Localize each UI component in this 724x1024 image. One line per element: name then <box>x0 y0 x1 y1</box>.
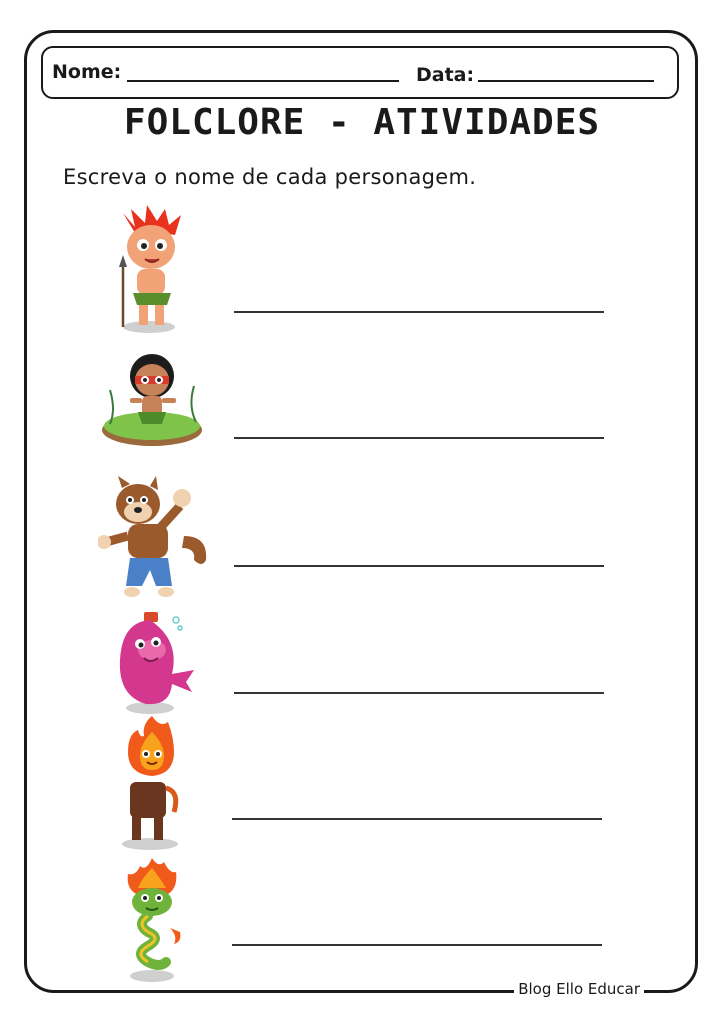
name-label: Nome: <box>52 61 122 83</box>
answer-line-2[interactable] <box>234 437 604 439</box>
header-box <box>41 46 679 99</box>
iara-boy-icon <box>96 350 208 450</box>
boitata-icon <box>118 858 188 984</box>
curupira-icon <box>105 205 195 335</box>
answer-line-4[interactable] <box>234 692 604 694</box>
date-label: Data: <box>416 64 475 86</box>
mula-sem-cabeca-icon <box>116 712 188 852</box>
date-field[interactable] <box>478 80 654 82</box>
answer-line-1[interactable] <box>234 311 604 313</box>
werewolf-icon <box>98 476 214 602</box>
answer-line-3[interactable] <box>234 565 604 567</box>
instruction-text: Escreva o nome de cada personagem. <box>63 165 477 189</box>
page-title: FOLCLORE - ATIVIDADES <box>123 102 601 143</box>
footer-credit: Blog Ello Educar <box>514 980 644 998</box>
answer-line-5[interactable] <box>232 818 602 820</box>
answer-line-6[interactable] <box>232 944 602 946</box>
name-field[interactable] <box>127 80 399 82</box>
boto-icon <box>110 610 200 716</box>
